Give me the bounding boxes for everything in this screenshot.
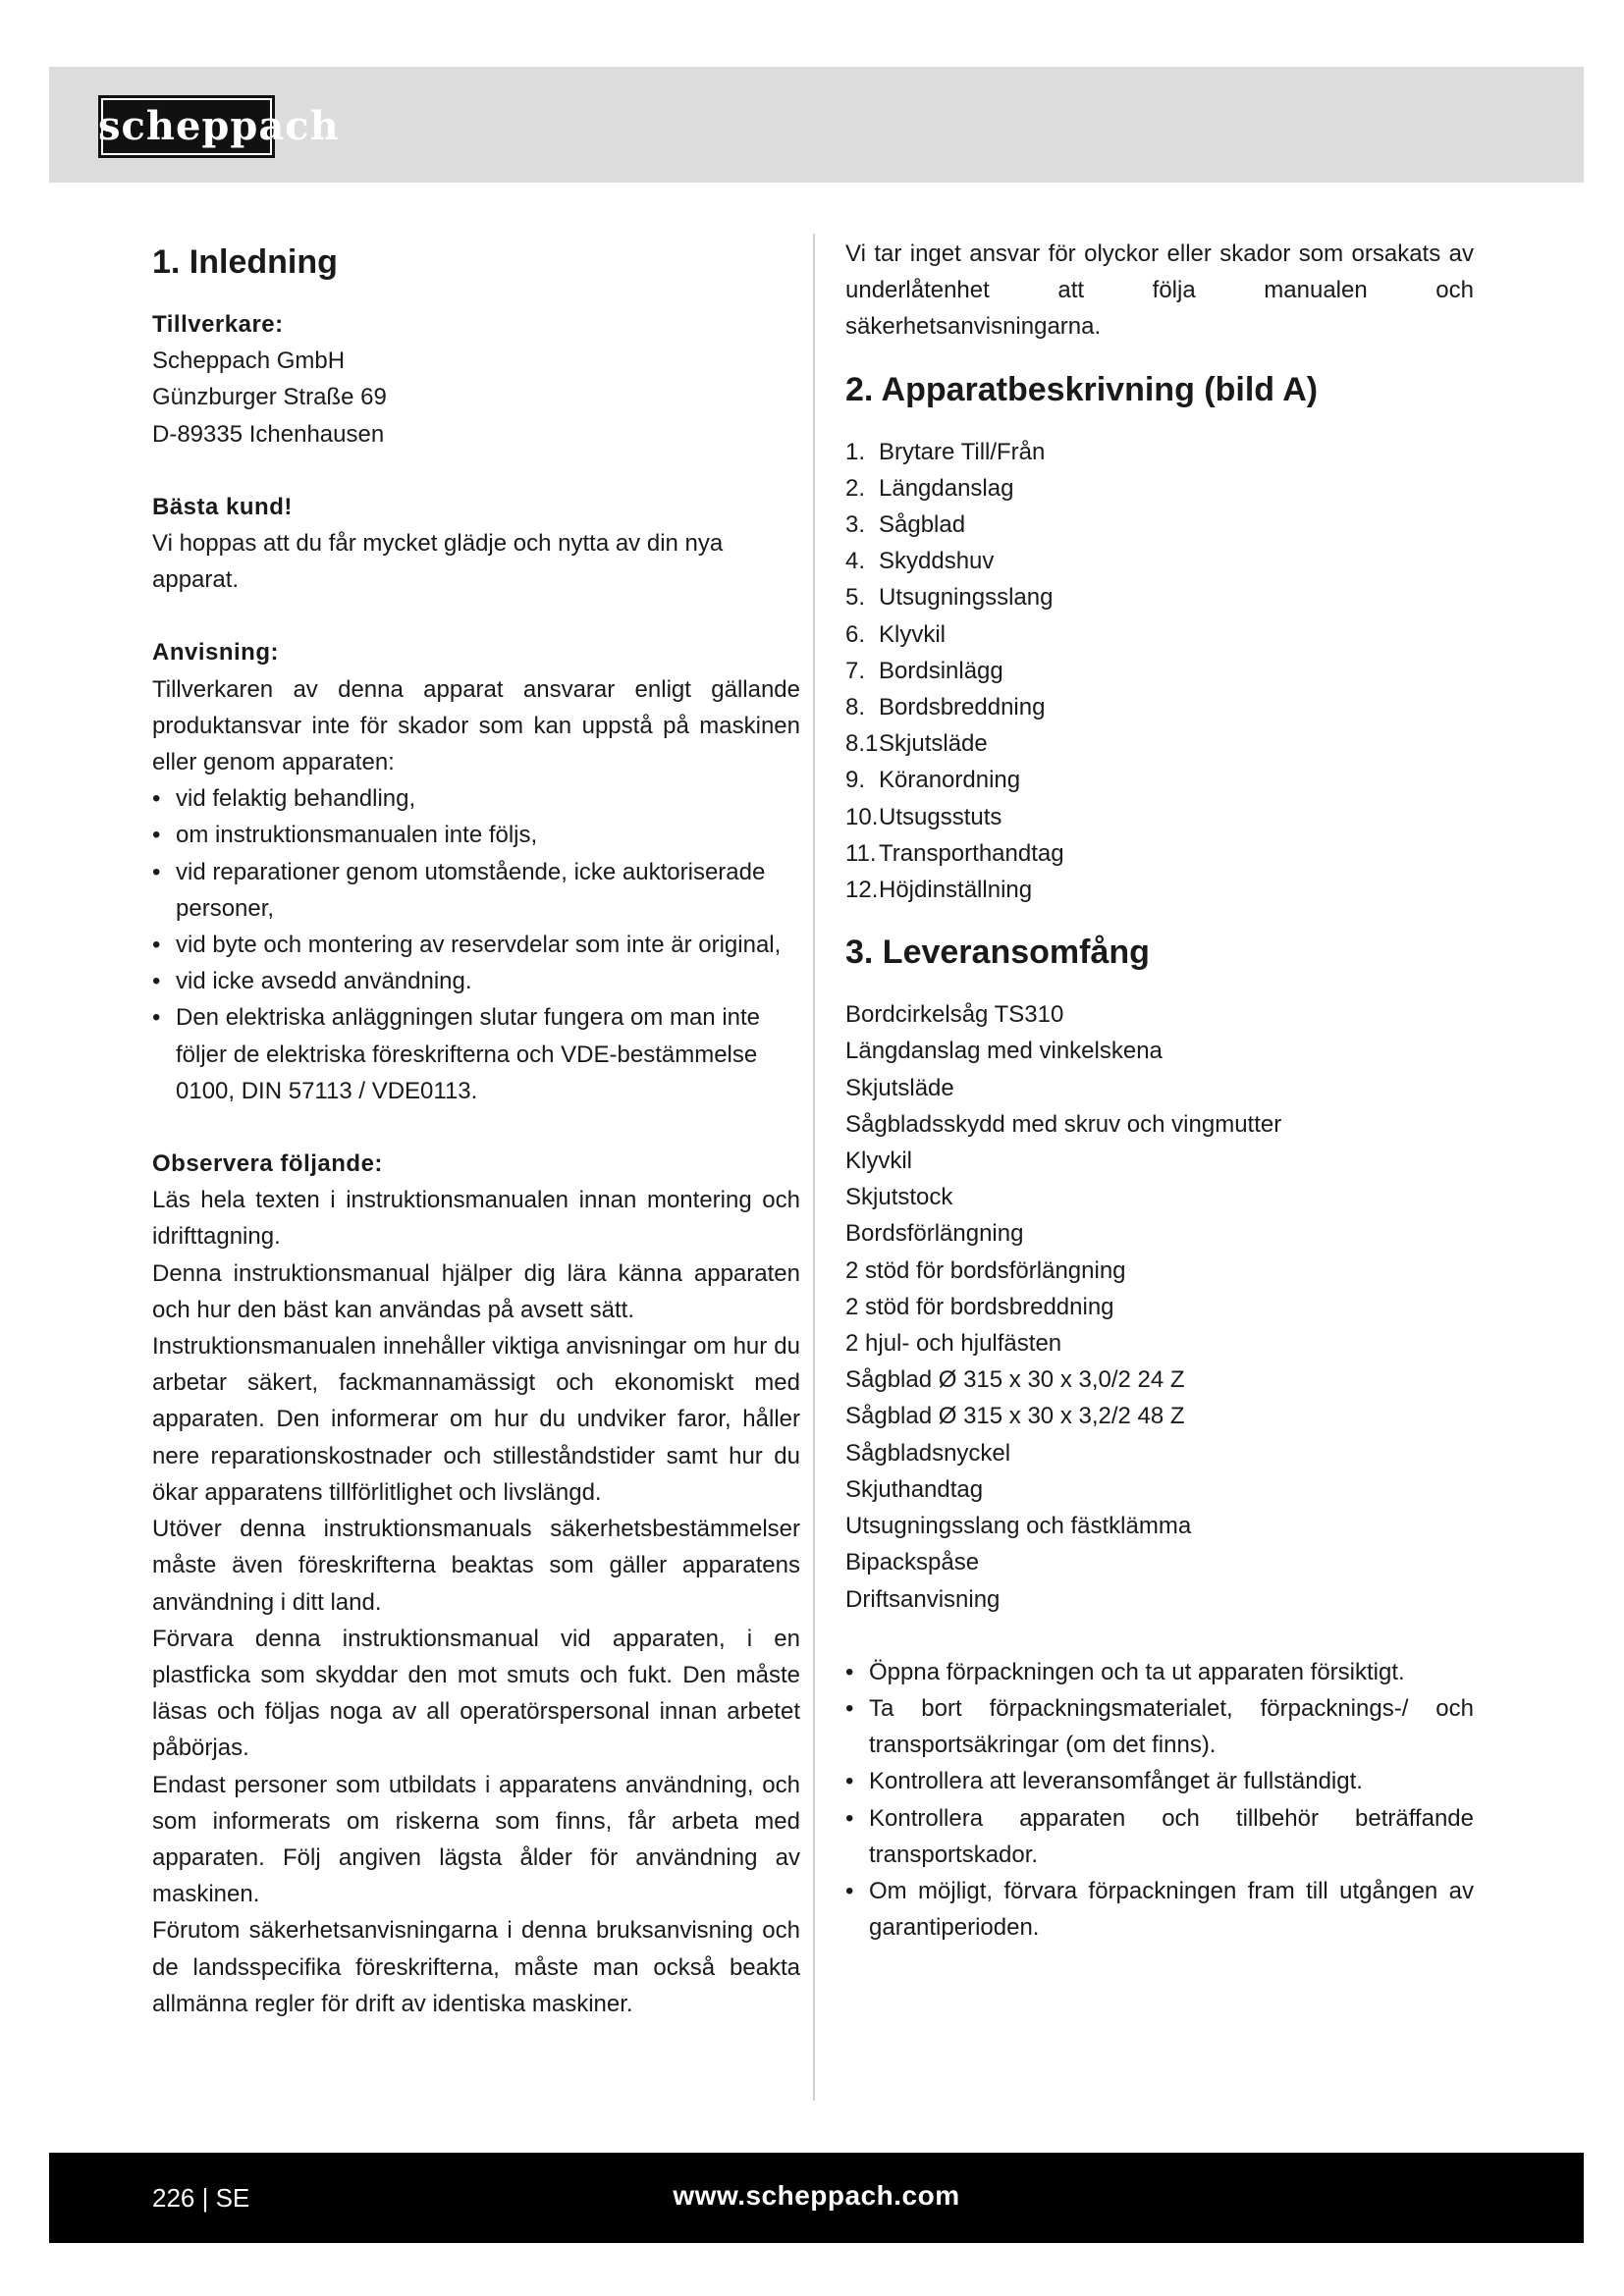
manufacturer-label: Tillverkare: [152,311,284,338]
delivery-item: Bordsförlängning [845,1220,1024,1248]
delivery-item: Sågbladsskydd med skruv och vingmutter [845,1110,1282,1138]
device-part-number: 8.1 [845,730,879,758]
device-part-number: 7. [845,657,866,684]
observe-paragraph: Endast personer som utbildats i apparatens användning, och som informerats om riskerna som finns, får arbeta med apparaten. Följ angiven lägsta ålder för användning av maskinen. [152,1771,800,1908]
notice-bullet-item: • om instruktionsmanualen inte följs, [152,817,800,853]
page-number: 226 | SE [152,2183,250,2213]
notice-bullet-list [152,780,800,1109]
device-part-number: 4. [845,548,866,575]
delivery-item: Utsugningsslang och fästklämma [845,1513,1192,1540]
device-part-number: 11. [845,839,877,867]
device-part-label: Bordsbreddning [879,694,1046,721]
device-part-item [845,470,1474,507]
device-part-item [845,835,1474,872]
observe-paragraph: Denna instruktionsmanual hjälper dig lära känna apparaten och hur den bäst kan användas på avsett sätt. [152,1259,800,1323]
manufacturer-address-line: Günzburger Straße 69 [152,384,387,411]
unpacking-bullet-list [845,1654,1474,1947]
dear-customer-text: Vi hoppas att du får mycket glädje och nytta av din nya apparat. [152,530,724,594]
device-part-item [845,543,1474,579]
device-part-item [845,653,1474,689]
notice-text: Tillverkaren av denna apparat ansvarar enligt gällande produktansvar inte för skador som kan uppstå på maskinen eller genom apparaten: [152,675,800,776]
device-part-item [845,579,1474,615]
device-part-label: Skyddshuv [879,548,995,575]
observe-paragraph: Läs hela texten i instruktionsmanualen innan montering och idrifttagning. [152,1187,800,1251]
unpacking-bullet-item: • Öppna förpackningen och ta ut apparaten försiktigt. [845,1654,1474,1690]
observe-paragraph: Förutom säkerhetsanvisningarna i denna bruksanvisning och de landsspecifika föreskrifterna, måste man också beakta allmänna regler för drift av identiska maskiner. [152,1917,800,2017]
device-part-label: Köranordning [879,767,1021,794]
manufacturer-address-line: D-89335 Ichenhausen [152,420,385,448]
manufacturer-address-line: Scheppach GmbH [152,347,346,375]
section-heading-introduction: 1. Inledning [152,243,338,281]
device-part-item [845,507,1474,543]
delivery-item: Sågblad Ø 315 x 30 x 3,2/2 48 Z [845,1403,1185,1430]
device-part-label: Transporthandtag [879,839,1064,867]
device-part-number: 9. [845,767,866,794]
delivery-item: 2 stöd för bordsbreddning [845,1293,1114,1320]
delivery-item: 2 hjul- och hjulfästen [845,1330,1062,1358]
notice-bullet-item: • vid icke avsedd användning. [152,963,800,999]
device-part-label: Utsugningsslang [879,584,1054,612]
device-part-label: Sågblad [879,511,966,539]
delivery-item: Sågbladsnyckel [845,1439,1011,1467]
page-footer [49,2153,1584,2243]
device-part-number: 5. [845,584,866,612]
device-part-number: 3. [845,511,866,539]
device-part-label: Längdanslag [879,474,1014,502]
device-part-number: 10. [845,803,879,830]
unpacking-bullet-item: • Ta bort förpackningsmaterialet, förpacknings-/ och transportsäkringar (om det finns). [845,1690,1474,1763]
device-part-label: Bordsinlägg [879,657,1003,684]
website-url: www.scheppach.com [673,2180,960,2211]
manufacturer-address [152,343,800,453]
delivery-item: Klyvkil [845,1148,913,1175]
device-parts-list [845,434,1474,909]
device-part-item [845,434,1474,470]
device-part-number: 6. [845,620,866,648]
device-part-label: Utsugsstuts [879,803,1002,830]
observe-label: Observera följande: [152,1150,383,1178]
unpacking-bullet-item: • Om möjligt, förvara förpackningen fram till utgången av garantiperioden. [845,1873,1474,1946]
observe-paragraph: Utöver denna instruktionsmanuals säkerhetsbestämmelser måste även föreskrifterna beaktas som gäller apparatens användning i ditt land. [152,1516,800,1616]
delivery-item: Skjutsläde [845,1074,954,1101]
delivery-item: Skjutstock [845,1184,953,1211]
delivery-item: Sågblad Ø 315 x 30 x 3,0/2 24 Z [845,1366,1185,1394]
delivery-item: Skjuthandtag [845,1475,984,1503]
unpacking-bullet-item: • Kontrollera apparaten och tillbehör beträffande transportskador. [845,1800,1474,1873]
notice-bullet-item: • vid byte och montering av reservdelar som inte är original, [152,927,800,963]
scheppach-logo: scheppach [98,95,275,158]
delivery-item: 2 stöd för bordsförlängning [845,1256,1126,1284]
notice-label: Anvisning: [152,639,279,667]
notice-bullet-item: • vid reparationer genom utomstående, icke auktoriserade personer, [152,854,800,927]
delivery-scope-list [845,996,1474,1617]
delivery-item: Bordcirkelsåg TS310 [845,1001,1064,1029]
section-heading-device-description: 2. Apparatbeskrivning (bild A) [845,370,1319,408]
dear-customer-label: Bästa kund! [152,493,293,520]
device-part-number: 1. [845,438,866,465]
liability-text: Vi tar inget ansvar för olyckor eller skador som orsakats av underlåtenhet att följa manualen och säkerhetsanvisningarna. [845,240,1474,341]
device-part-item [845,762,1474,798]
notice-bullet-item: • Den elektriska anläggningen slutar fungera om man inte följer de elektriska föreskrifterna och VDE-bestämmelse 0100, DIN 57113 / VDE0113. [152,999,800,1109]
device-part-number: 8. [845,694,866,721]
unpacking-bullet-item: • Kontrollera att leveransomfånget är fullständigt. [845,1763,1474,1799]
observe-paragraph: Förvara denna instruktionsmanual vid apparaten, i en plastficka som skyddar den mot smuts och fukt. Den måste läsas och följas noga av all operatörspersonal innan arbetet påbörjas. [152,1625,800,1762]
device-part-label: Klyvkil [879,620,947,648]
left-column [152,236,800,2022]
device-part-label: Höjdinställning [879,877,1033,904]
page-header [49,67,1584,183]
delivery-item: Längdanslag med vinkelskena [845,1038,1163,1065]
delivery-item: Driftsanvisning [845,1585,1001,1613]
right-column [845,236,1474,1946]
observe-paragraph: Instruktionsmanualen innehåller viktiga anvisningar om hur du arbetar säkert, fackmannamässigt och ekonomiskt med apparaten. Den informerar om hur du undviker faror, håller nere reparationskostnader och stilleståndstider samt hur du ökar apparatens tillförlitlighet och livslängd. [152,1333,800,1506]
delivery-item: Bipackspåse [845,1549,980,1576]
device-part-item [845,616,1474,653]
device-part-item [845,872,1474,908]
device-part-number: 12. [845,877,879,904]
notice-bullet-item: • vid felaktig behandling, [152,780,800,817]
device-part-item [845,725,1474,762]
column-divider [813,234,815,2101]
device-part-item [845,799,1474,835]
device-part-label: Brytare Till/Från [879,438,1046,465]
device-part-label: Skjutsläde [879,730,988,758]
observe-paragraphs [152,1182,800,2022]
device-part-item [845,689,1474,725]
section-heading-delivery-scope: 3. Leveransomfång [845,934,1150,972]
device-part-number: 2. [845,474,866,502]
